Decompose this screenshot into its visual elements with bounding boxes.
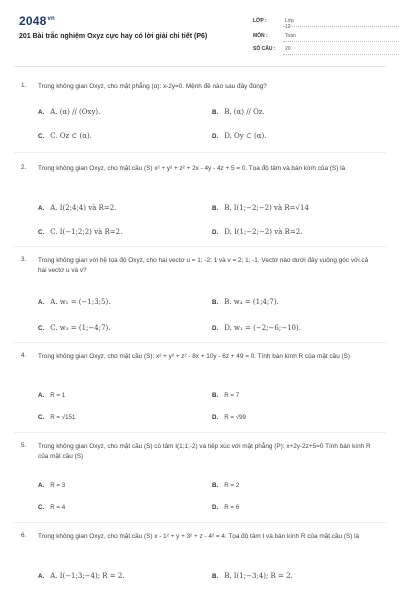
option-c[interactable]: C. C. Oz ⊂ (α). xyxy=(38,132,92,140)
option-d[interactable]: D. D. w₁ = (−2;−6;−10). xyxy=(212,324,301,332)
option-b[interactable]: B. B. (α) // Oz. xyxy=(212,108,265,116)
option-d[interactable]: D. R = 6 xyxy=(212,504,240,511)
site-logo[interactable]: $2048^{vn}$ xyxy=(19,14,55,28)
option-d[interactable]: D. R = √99 xyxy=(212,414,246,421)
option-b[interactable]: B. R = 2 xyxy=(212,482,240,489)
option-c[interactable]: C. R = 4 xyxy=(38,504,66,511)
option-c[interactable]: C. C. I(−1;2;2) và R=2. xyxy=(38,228,123,236)
option-c[interactable]: C. C. w₃ = (1;−4;7). xyxy=(38,324,111,332)
option-a[interactable]: A. A. I(2;4;4) và R=2. xyxy=(38,204,117,212)
option-a[interactable]: A. A. (α) // (Oxy). xyxy=(38,108,101,116)
option-d[interactable]: D. D. Oy ⊂ (α). xyxy=(212,132,267,140)
option-a[interactable]: A. R = 1 xyxy=(38,392,66,399)
option-a[interactable]: A. A. w₂ = (−1;3;5). xyxy=(38,298,111,306)
option-a[interactable]: A. A. I(−1;3;−4); R = 2. xyxy=(38,572,125,580)
option-d[interactable]: D. D. I(1;−2;−2) và R=2. xyxy=(212,228,303,236)
option-b[interactable]: B. R = 7 xyxy=(212,392,240,399)
option-a[interactable]: A. R = 3 xyxy=(38,482,66,489)
option-b[interactable]: B. B. w₄ = (1;4;7). xyxy=(212,298,279,306)
option-c[interactable]: C. R = √151 xyxy=(38,414,76,421)
option-b[interactable]: B. B. I(1;−2;−2) và R=√14 xyxy=(212,204,309,212)
page-title: 201 Bài trắc nghiệm Oxyz cực hay có lời giải chi tiết (P6) xyxy=(19,33,208,40)
option-b[interactable]: B. B. I(1;−3;4); R = 2. xyxy=(212,572,293,580)
header-divider xyxy=(14,66,386,67)
document-header: $2048^{vn}$ 201 Bài trắc nghiệm Oxyz cực hay có lời giải chi tiết (P6) LỚP : Lớp 12 MÔN : Toán SỐ CÂU : 20 xyxy=(0,0,400,64)
